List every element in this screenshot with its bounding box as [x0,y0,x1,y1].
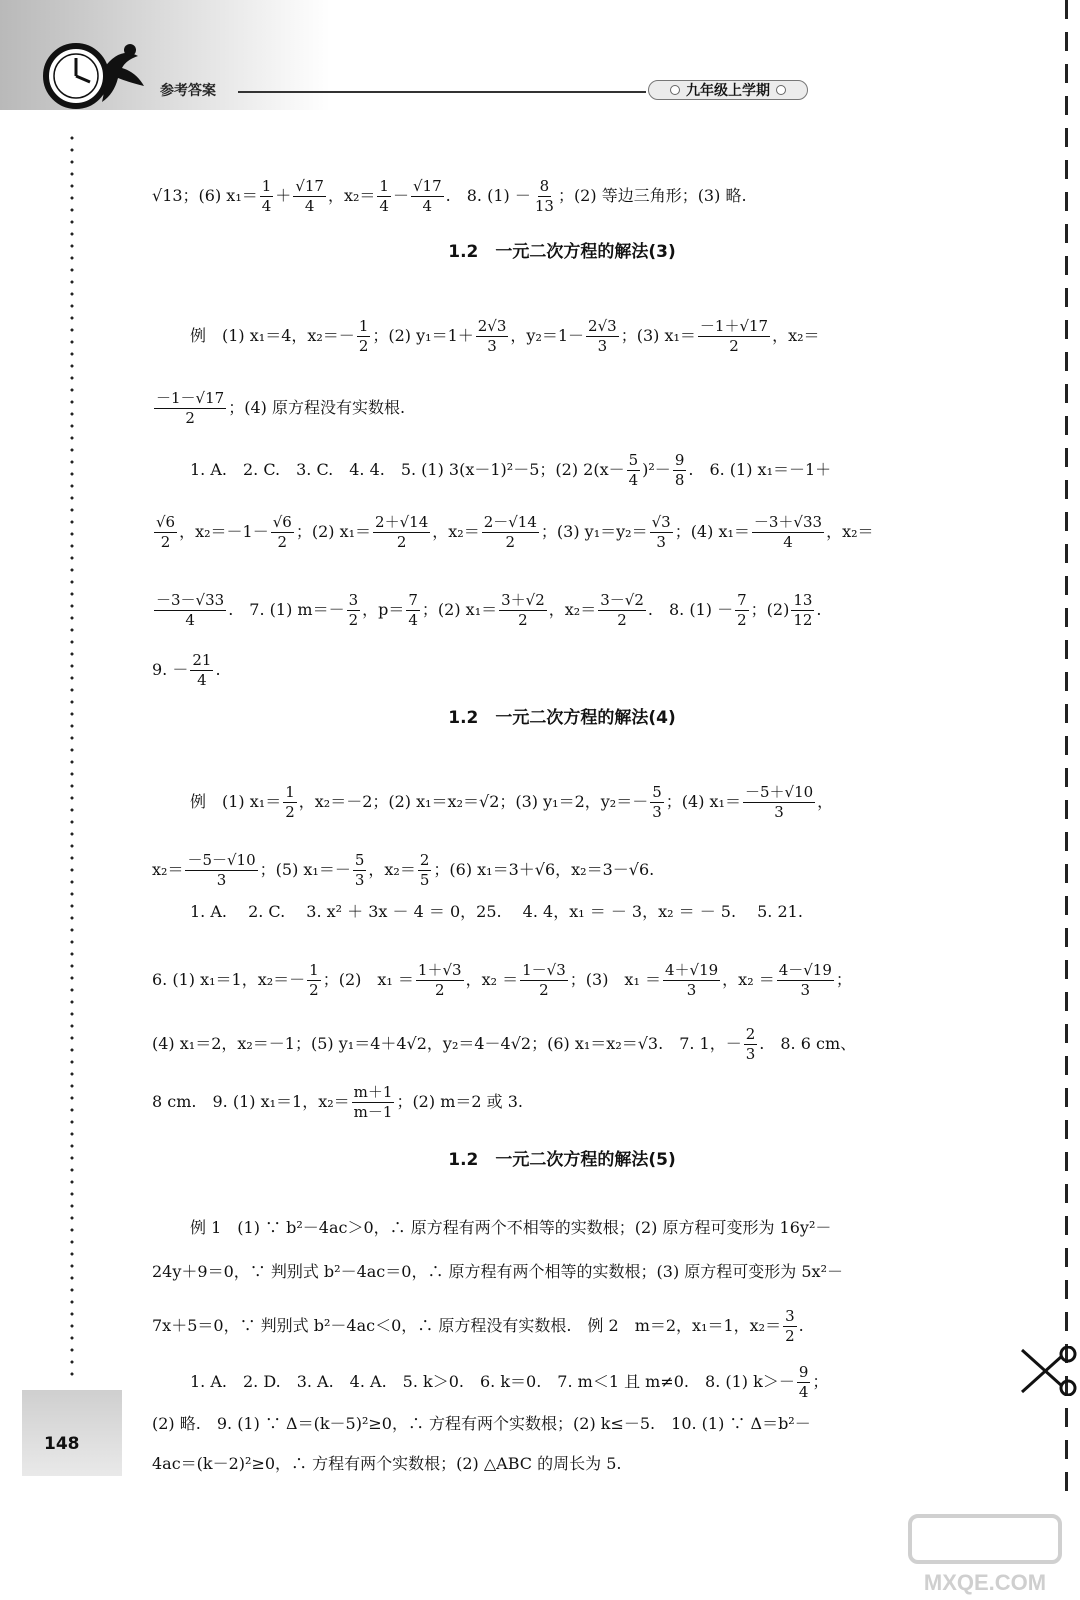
fraction [406,592,420,628]
fraction-numerator: 3 [785,1307,795,1325]
answer-text: (2) 略. 9. (1) ∵ Δ＝(k－5)²≥0，∴ 方程有两个实数根；(2) k≤－5. 10. (1) ∵ Δ＝b²－ [152,1414,811,1433]
fraction-denominator: 4 [197,670,207,689]
fraction-numerator: －3＋√33 [753,513,823,531]
answer-text: ；(2) [750,600,790,619]
fraction-numerator: √6 [156,513,176,531]
fraction-numerator: 3＋√2 [501,591,545,609]
answer-text: － [392,186,409,205]
fraction-numerator: 2－√14 [483,513,537,531]
answer-text: ；(2) x₁＝ [295,522,372,541]
fraction-denominator: 2 [285,802,295,821]
fraction [520,962,568,998]
fraction-denominator: 4 [261,196,272,215]
fraction-numerator: 9 [798,1363,809,1381]
answer-text: ，x₂ ＝ [465,970,519,989]
fraction [190,652,213,688]
fraction-denominator: 3 [800,980,811,999]
fraction-denominator: 4 [798,1382,809,1401]
answer-text: ，x₂＝－2；(2) x₁＝x₂＝√2；(3) y₁＝2，y₂＝－ [298,792,649,811]
answer-line [152,1264,843,1280]
fraction [777,962,834,998]
fraction-denominator: 3 [216,870,227,889]
fraction-denominator: 4 [304,196,315,215]
scissors-icon [1018,1346,1080,1396]
answer-line [152,1416,811,1432]
answer-line [152,852,654,888]
fraction-numerator: 2√3 [477,317,507,335]
fraction [293,178,326,214]
fraction-denominator: 5 [419,870,430,889]
fraction-numerator: 1 [261,177,272,195]
watermark-logo [900,1510,1070,1600]
fraction [154,390,226,426]
answer-text: ；(4) x₁＝ [665,792,741,811]
answer-text: (4) x₁＝2，x₂＝－1；(5) y₁＝4＋4√2，y₂＝4－4√2；(6) x₁＝x₂＝√3. 7. 1，－ [152,1034,742,1053]
answer-text: 例 (1) x₁＝ [190,792,282,811]
fraction [307,962,321,998]
fraction-numerator: 1－√3 [522,961,566,979]
fraction [598,592,646,628]
fraction-denominator: 2 [785,1326,795,1345]
fraction [791,592,814,628]
page-number: 148 [44,1434,80,1454]
answer-text: 例 1 (1) ∵ b²－4ac＞0，∴ 原方程有两个不相等的实数根；(2) 原方程可变形为 16y²－ [190,1218,832,1237]
fraction-denominator: 4 [408,610,418,629]
fraction-denominator: 2 [434,980,445,999]
answer-text: 8 cm. 9. (1) x₁＝1，x₂＝ [152,1092,350,1111]
header-title: 参考答案 [160,83,216,99]
fraction-denominator: 3 [597,336,608,355]
answer-line [152,178,747,214]
answer-text: 1. A. 2. C. 3. x² ＋ 3x － 4 ＝ 0，25. 4. 4，x₁ ＝ － 3，x₂ ＝ － 5. 5. 21. [190,902,803,921]
answer-line [190,1364,828,1400]
fraction [663,962,720,998]
answer-line [190,318,820,354]
fraction [416,962,464,998]
answer-line [190,452,831,488]
svg-text:MXQE.COM: MXQE.COM [923,1570,1047,1595]
fraction [352,1084,395,1120]
fraction-denominator: 2 [518,610,528,629]
fraction [698,318,770,354]
fraction-denominator: 2 [505,532,516,551]
fraction-numerator: 2＋√14 [375,513,429,531]
page-number-tab [22,1390,122,1476]
fraction-numerator: 3－√2 [600,591,644,609]
badge-dot-icon [670,85,680,95]
answer-text: . 6. (1) x₁＝－1＋ [688,460,832,479]
fraction [533,178,556,214]
answer-line [190,1220,831,1236]
fraction-numerator: 1 [358,317,369,335]
fraction [357,318,371,354]
fraction-denominator: 3 [487,336,497,355]
fraction-numerator: m＋1 [353,1083,393,1101]
fraction-numerator: 1 [309,961,319,979]
answer-text: ，x₂＝ [772,326,820,345]
fraction-numerator: －3－√33 [156,591,225,609]
fraction-denominator: 2 [309,980,319,999]
answer-text: ；(2) m＝2 或 3. [396,1092,523,1111]
fraction [752,514,824,550]
section-title: 1.2 一元二次方程的解法(4) [448,708,676,728]
answer-line [152,652,221,688]
answer-text: ， [817,792,834,811]
fraction [353,852,367,888]
fraction [476,318,509,354]
fraction-numerator: √17 [412,177,442,195]
answer-text: ，x₂＝ [548,600,597,619]
badge-dot-icon [776,85,786,95]
answer-text: 9. － [152,660,189,679]
fraction-numerator: 2√3 [588,317,617,335]
fraction [650,784,664,820]
answer-text: ，x₂＝ [432,522,480,541]
fraction-denominator: 2 [396,532,407,551]
answer-text: ；(2) x₁＝ [421,600,498,619]
fraction-denominator: 4 [422,196,433,215]
fraction [154,514,177,550]
fraction-numerator: 2 [419,851,430,869]
fraction-denominator: 8 [674,470,685,489]
fraction-numerator: 4＋√19 [664,961,719,979]
fraction [482,514,539,550]
answer-text: ；(3) x₁＝ [620,326,696,345]
answer-text: 例 (1) x₁＝4，x₂＝－ [190,326,355,345]
fraction [185,852,257,888]
answer-text: . 8. 6 cm、 [759,1034,857,1053]
answer-text: ，x₂＝ [368,860,416,879]
fraction [411,178,444,214]
fraction-denominator: 3 [745,1044,756,1063]
fraction-numerator: √6 [272,513,292,531]
answer-text: ；(3) x₁ ＝ [569,970,661,989]
answer-line [152,1308,804,1344]
fraction-numerator: 8 [539,177,550,195]
fraction-denominator: 2 [737,610,747,629]
fraction-numerator: 9 [674,451,685,469]
dotted-binding-line [70,132,74,1382]
fraction-denominator: 2 [185,408,195,427]
answer-text: . 7. (1) m＝－ [228,600,345,619]
answer-line [152,1456,621,1472]
answer-line [190,904,803,920]
answer-line [152,1084,523,1120]
fraction-denominator: 12 [793,610,813,629]
answer-text: ；(4) x₁＝ [674,522,750,541]
fraction [743,784,815,820]
fraction-numerator: 1 [379,177,389,195]
fraction-numerator: 7 [408,591,418,609]
answer-text: ； [835,970,852,989]
answer-text: 24y＋9＝0，∵ 判别式 b²－4ac＝0，∴ 原方程有两个相等的实数根；(3) 原方程可变形为 5x²－ [152,1262,843,1281]
fraction-denominator: 2 [277,532,288,551]
fraction-denominator: 13 [534,196,554,215]
fraction-denominator: m－1 [353,1102,393,1121]
fraction-numerator: 5 [652,783,662,801]
fraction-denominator: 2 [160,532,171,551]
grade-badge [648,80,808,100]
fraction [154,592,226,628]
answer-line [152,1026,856,1062]
answer-text: )²－ [642,460,671,479]
fraction [586,318,619,354]
fraction [373,514,430,550]
fraction-denominator: 2 [348,610,359,629]
fraction [797,1364,811,1400]
fraction [735,592,749,628]
answer-text: . [215,660,221,679]
answer-text: . 8. (1) － [445,186,531,205]
answer-text: ，y₂＝1－ [510,326,585,345]
answer-line [152,390,405,426]
fraction [744,1026,758,1062]
fraction-denominator: 4 [185,610,195,629]
section-title: 1.2 一元二次方程的解法(3) [448,242,676,262]
answer-text: ；(3) y₁＝y₂＝ [540,522,648,541]
answer-text: 4ac＝(k－2)²≥0，∴ 方程有两个实数根；(2) △ABC 的周长为 5. [152,1454,622,1473]
fraction-denominator: 3 [774,802,784,821]
fraction-denominator: 3 [652,802,662,821]
section-title: 1.2 一元二次方程的解法(5) [448,1150,676,1170]
fraction-numerator: 4－√19 [778,961,832,979]
dashed-cut-line [1065,0,1068,1500]
fraction-denominator: 4 [783,532,793,551]
answer-text: x₂＝ [152,860,184,879]
fraction [377,178,391,214]
fraction-numerator: 5 [628,451,639,469]
fraction-denominator: 3 [686,980,697,999]
answer-text: ，x₂＝ [327,186,376,205]
fraction [418,852,432,888]
answer-text: . [816,600,822,619]
fraction-denominator: 3 [656,532,666,551]
fraction [260,178,274,214]
answer-text: ；(4) 原方程没有实数根. [228,398,406,417]
answer-line [152,962,852,998]
fraction [283,784,297,820]
fraction-numerator: －5＋√10 [744,783,814,801]
fraction-denominator: 2 [617,610,627,629]
answer-text: ；(5) x₁＝－ [259,860,351,879]
fraction-numerator: 5 [354,851,365,869]
clock-runner-logo [40,38,150,110]
fraction [271,514,294,550]
fraction-denominator: 2 [358,336,369,355]
answer-text: ； [812,1372,829,1391]
answer-line [152,592,822,628]
fraction-numerator: √3 [651,513,671,531]
answer-text: ，p＝ [362,600,405,619]
answer-text: ；(2) y₁＝1＋ [372,326,474,345]
answer-text: √13；(6) x₁＝ [152,186,258,205]
answer-text: ；(2) 等边三角形；(3) 略. [557,186,747,205]
fraction-numerator: 1＋√3 [417,961,462,979]
fraction-denominator: 3 [354,870,365,889]
fraction [783,1308,797,1344]
fraction [673,452,687,488]
answer-text: ，x₂＝ [826,522,874,541]
fraction-numerator: －1＋√17 [699,317,769,335]
answer-text: 6. (1) x₁＝1，x₂＝－ [152,970,306,989]
fraction-numerator: －1－√17 [156,389,225,407]
answer-text: 7x＋5＝0，∵ 判别式 b²－4ac＜0，∴ 原方程没有实数根. 例 2 m＝2，x₁＝1，x₂＝ [152,1316,782,1335]
fraction-numerator: √17 [295,177,324,195]
fraction-numerator: 2 [745,1025,756,1043]
fraction [627,452,641,488]
fraction-denominator: 4 [379,196,389,215]
fraction-denominator: 2 [539,980,549,999]
answer-text: ＋ [275,186,292,205]
fraction-numerator: －5－√10 [187,851,256,869]
fraction-numerator: 13 [793,591,813,609]
answer-text: . 8. (1) － [647,600,734,619]
fraction-denominator: 4 [628,470,639,489]
answer-text: 1. A. 2. D. 3. A. 4. A. 5. k＞0. 6. k＝0. 7. m＜1 且 m≠0. 8. (1) k＞－ [190,1372,795,1391]
answer-text: ；(2) x₁ ＝ [322,970,414,989]
fraction-denominator: 2 [729,336,739,355]
answer-text: 1. A. 2. C. 3. C. 4. 4. 5. (1) 3(x－1)²－5；(2) 2(x－ [190,460,625,479]
fraction-numerator: 21 [192,651,212,669]
grade-label: 九年级上学期 [686,83,770,99]
answer-line [152,514,874,550]
answer-line [190,784,833,820]
fraction [499,592,547,628]
answer-text: . [798,1316,804,1335]
fraction [650,514,673,550]
answer-text: ；(6) x₁＝3＋√6，x₂＝3－√6. [433,860,655,879]
fraction-numerator: 7 [737,591,747,609]
answer-text: ，x₂ ＝ [722,970,775,989]
fraction-numerator: 1 [285,783,295,801]
answer-text: ，x₂＝－1－ [179,522,269,541]
fraction-numerator: 3 [348,591,359,609]
fraction [347,592,361,628]
header-rule [238,91,646,93]
